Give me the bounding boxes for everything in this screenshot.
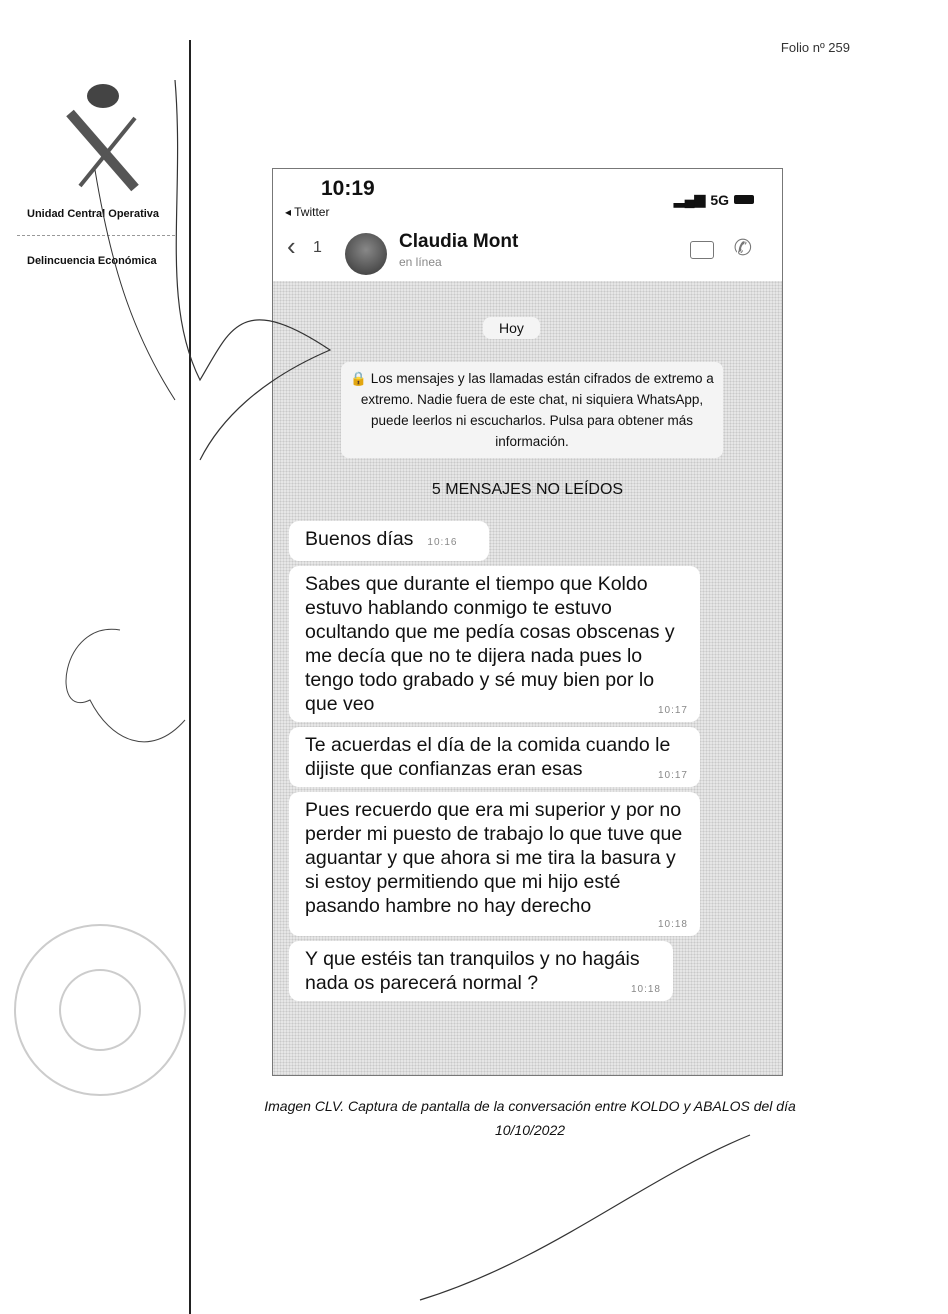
message-time: 10:18 — [630, 984, 661, 995]
caption-date: 10/10/2022 — [494, 1122, 566, 1138]
message-list — [289, 521, 700, 1001]
unit-name: Unidad Central Operativa — [27, 208, 160, 220]
divider — [17, 235, 175, 236]
status-time: 10:19 — [321, 177, 375, 200]
message-text: Te acuerdas el día de la comida cuando le dijiste que confianzas eran esas — [305, 734, 671, 780]
contact-status: en línea — [399, 255, 442, 269]
caption-line: Imagen CLV. Captura de pantalla de la conversación entre KOLDO y ABALOS del día — [264, 1098, 796, 1114]
message-time: 10:18 — [657, 919, 688, 930]
message-text: Pues recuerdo que era mi superior y por no perder mi puesto de trabajo lo que tuve que aguantar y que ahora si me tira la basura y si estoy permitiendo que mi hijo esté pasando hambre no hay derecho — [305, 799, 683, 917]
back-to-app-link[interactable]: ◂ Twitter — [285, 205, 330, 219]
folio-number: Folio nº 259 — [780, 40, 850, 55]
phone-call-icon[interactable]: ✆ — [733, 235, 752, 260]
back-chevron-icon[interactable]: ‹ — [287, 231, 296, 261]
date-label: Hoy — [483, 317, 540, 339]
guardia-civil-emblem-icon — [55, 78, 155, 198]
unit-department: Delincuencia Económica — [27, 255, 157, 267]
message-text: Buenos días — [305, 528, 414, 550]
message-text: Y que estéis tan tranquilos y no hagáis nada os parecerá normal ? — [305, 948, 640, 994]
figure-caption — [0, 1094, 948, 1142]
message-bubble — [289, 566, 700, 722]
unread-count: 1 — [313, 239, 322, 256]
message-time: 10:17 — [657, 770, 688, 781]
unread-label: 5 MENSAJES NO LEÍDOS — [431, 481, 624, 498]
message-text: Sabes que durante el tiempo que Koldo estuvo hablando conmigo te estuvo ocultando que me pedía cosas obscenas y me decía que no te dijera nada pues lo tengo todo grabado y sé muy bien por lo que veo — [305, 573, 675, 715]
message-bubble — [289, 727, 700, 787]
battery-icon — [734, 195, 754, 204]
whatsapp-screenshot — [272, 168, 783, 1076]
message-bubble — [289, 521, 489, 561]
status-bar — [674, 191, 754, 208]
message-bubble — [289, 792, 700, 936]
contact-name[interactable]: Claudia Mont — [399, 231, 519, 252]
message-time: 10:16 — [427, 537, 458, 548]
video-call-icon[interactable] — [690, 241, 714, 259]
avatar[interactable] — [345, 233, 387, 275]
signal-icon: ▂▄▆ — [673, 191, 706, 207]
network-label: 5G — [710, 191, 729, 208]
message-time: 10:17 — [657, 705, 688, 716]
message-bubble — [289, 941, 673, 1001]
encryption-notice[interactable]: 🔒 Los mensajes y las llamadas están cifrados de extremo a extremo. Nadie fuera de este chat, ni siquiera WhatsApp, puede leerlos ni escucharlos. Pulsa para obtener más información. — [341, 362, 723, 458]
